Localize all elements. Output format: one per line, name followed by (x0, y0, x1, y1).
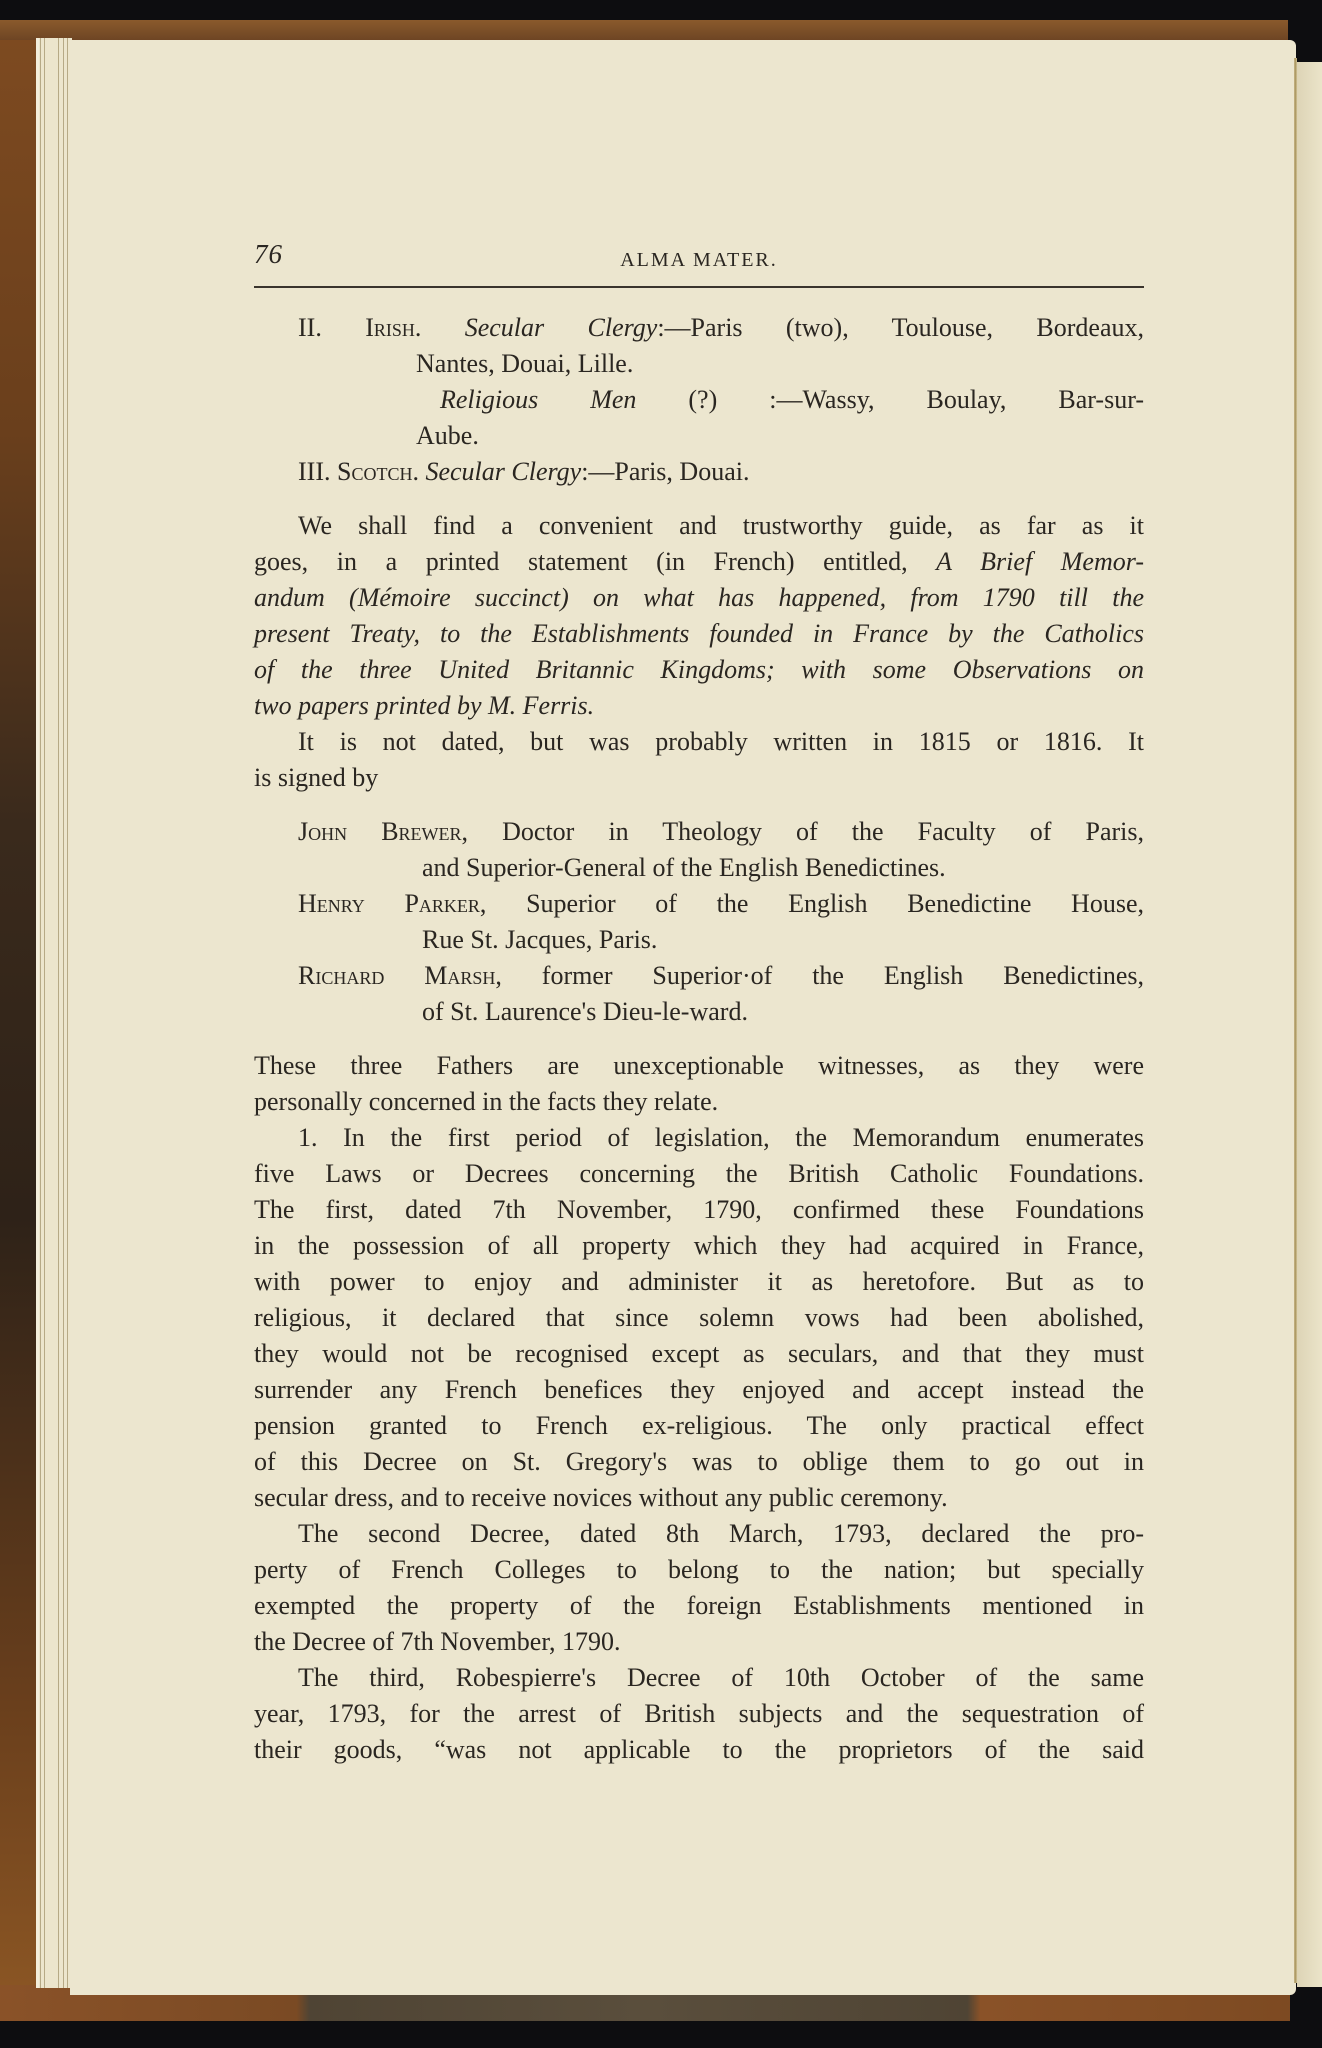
entry-places-cont: Aube. (416, 421, 479, 450)
cover-top-edge (0, 20, 1288, 40)
book-title-line: present Treaty, to the Establishments founded in France by the Catholics (254, 619, 1144, 648)
text-line (254, 580, 1144, 616)
signatory-line (298, 814, 1144, 850)
text-line: personally concerned in the facts they relate. (254, 1087, 719, 1116)
text-line: surrender any French benefices they enjoyed and accept instead the (254, 1375, 1144, 1404)
entry-places: :—Paris (two), Toulouse, Bordeaux, (657, 313, 1144, 342)
signatory (298, 814, 1144, 886)
book-title: A Brief Memor- (936, 547, 1144, 576)
paragraph-guide (254, 508, 1144, 724)
signatory-title-cont: Rue St. Jacques, Paris. (422, 925, 658, 954)
text-line: secular dress, and to receive novices without any public ceremony. (254, 1483, 948, 1512)
signatory (298, 886, 1144, 958)
text-line: year, 1793, for the arrest of British subjects and the sequestration of (254, 1699, 1144, 1728)
signatory-list (298, 814, 1144, 1030)
text-line: It is not dated, but was probably written in 1815 or 1816. It (298, 727, 1144, 756)
text-line: The third, Robespierre's Decree of 10th October of the same (298, 1663, 1144, 1692)
entry-category: Religious Men (440, 385, 637, 414)
signatory-name: Henry Parker (298, 889, 480, 918)
signatory-name: Richard Marsh (298, 961, 496, 990)
text-line: is signed by (254, 763, 379, 792)
book-title: ) on what has happened, from 1790 till the (560, 583, 1145, 612)
signatory-title: , Doctor in Theology of the Faculty of Paris, (461, 817, 1144, 846)
entry-places: :—Paris, Douai. (581, 457, 750, 486)
signatory-line (298, 886, 1144, 922)
entry-category: Secular Clergy (464, 313, 658, 342)
signatory-title: , Superior of the English Benedictine House, (479, 889, 1144, 918)
page-block-edges (36, 38, 72, 1988)
entry-numeral: II. (298, 313, 322, 342)
text-line: These three Fathers are unexceptionable witnesses, as they were (254, 1051, 1144, 1080)
text-line (254, 544, 1144, 580)
entry-category: Secular Clergy (425, 457, 582, 486)
next-page-edge (1297, 62, 1322, 1987)
entry-numeral: III. (298, 457, 331, 486)
text-line: religious, it declared that since solemn vows had been abolished, (254, 1303, 1144, 1332)
french-title: Mémoire succinct (357, 583, 561, 612)
text-line: in the possession of all property which they had acquired in France, (254, 1231, 1144, 1260)
signatory-title-cont: and Superior-General of the English Benedictines. (422, 853, 946, 882)
text-line: exempted the property of the foreign Establishments mentioned in (254, 1591, 1144, 1620)
text-line: pension granted to French ex-religious. The only practical effect (254, 1411, 1144, 1440)
paragraph-dated (254, 724, 1144, 796)
body-text (254, 1048, 1144, 1768)
signatory-line (298, 958, 1144, 994)
book-title-line: of the three United Britannic Kingdoms; with some Observations on (254, 655, 1144, 684)
text-line: the Decree of 7th November, 1790. (254, 1627, 621, 1656)
text-line: of this Decree on St. Gregory's was to oblige them to go out in (254, 1447, 1144, 1476)
text-line: five Laws or Decrees concerning the British Catholic Foundations. (254, 1159, 1144, 1188)
entry-nation: Irish. (365, 313, 422, 342)
entry-nation: Scotch. (336, 457, 419, 486)
text-line: We shall find a convenient and trustworthy guide, as far as it (298, 511, 1144, 540)
text-span: goes, in a printed statement (in French) entitled, (254, 547, 937, 576)
page-number: 76 (254, 239, 283, 269)
header-rule (254, 286, 1144, 288)
page-fold (1294, 58, 1297, 1983)
text-line: with power to enjoy and administer it as heretofore. But as to (254, 1267, 1144, 1296)
signatory-name: John Brewer (298, 817, 462, 846)
text-line: perty of French Colleges to belong to the nation; but specially (254, 1555, 1144, 1584)
list-entry-scotch (298, 454, 1144, 490)
list-entry-irish (298, 310, 1144, 454)
text-line: 1. In the first period of legislation, the Memorandum enumerates (298, 1123, 1144, 1152)
entry-places-cont: Nantes, Douai, Lille. (416, 349, 634, 378)
entry-places: (?) :—Wassy, Boulay, Bar-sur- (636, 385, 1144, 414)
text-line: The second Decree, dated 8th March, 1793, declared the pro- (298, 1519, 1144, 1548)
page-content (254, 238, 1144, 1768)
running-title: ALMA MATER. (620, 249, 778, 271)
signatory-title-cont: of St. Laurence's Dieu-le-ward. (422, 997, 748, 1026)
text-line: The first, dated 7th November, 1790, confirmed these Foundations (254, 1195, 1144, 1224)
text-line: their goods, “was not applicable to the proprietors of the said (254, 1735, 1144, 1764)
cover-left-edge (0, 40, 36, 2000)
signatory-title: , former Superior·of the English Benedictines, (495, 961, 1144, 990)
book-title-line: two papers printed by M. Ferris. (254, 691, 595, 720)
signatory (298, 958, 1144, 1030)
book-title: andum ( (254, 583, 358, 612)
running-head (254, 238, 1144, 286)
text-line: they would not be recognised except as seculars, and that they must (254, 1339, 1144, 1368)
